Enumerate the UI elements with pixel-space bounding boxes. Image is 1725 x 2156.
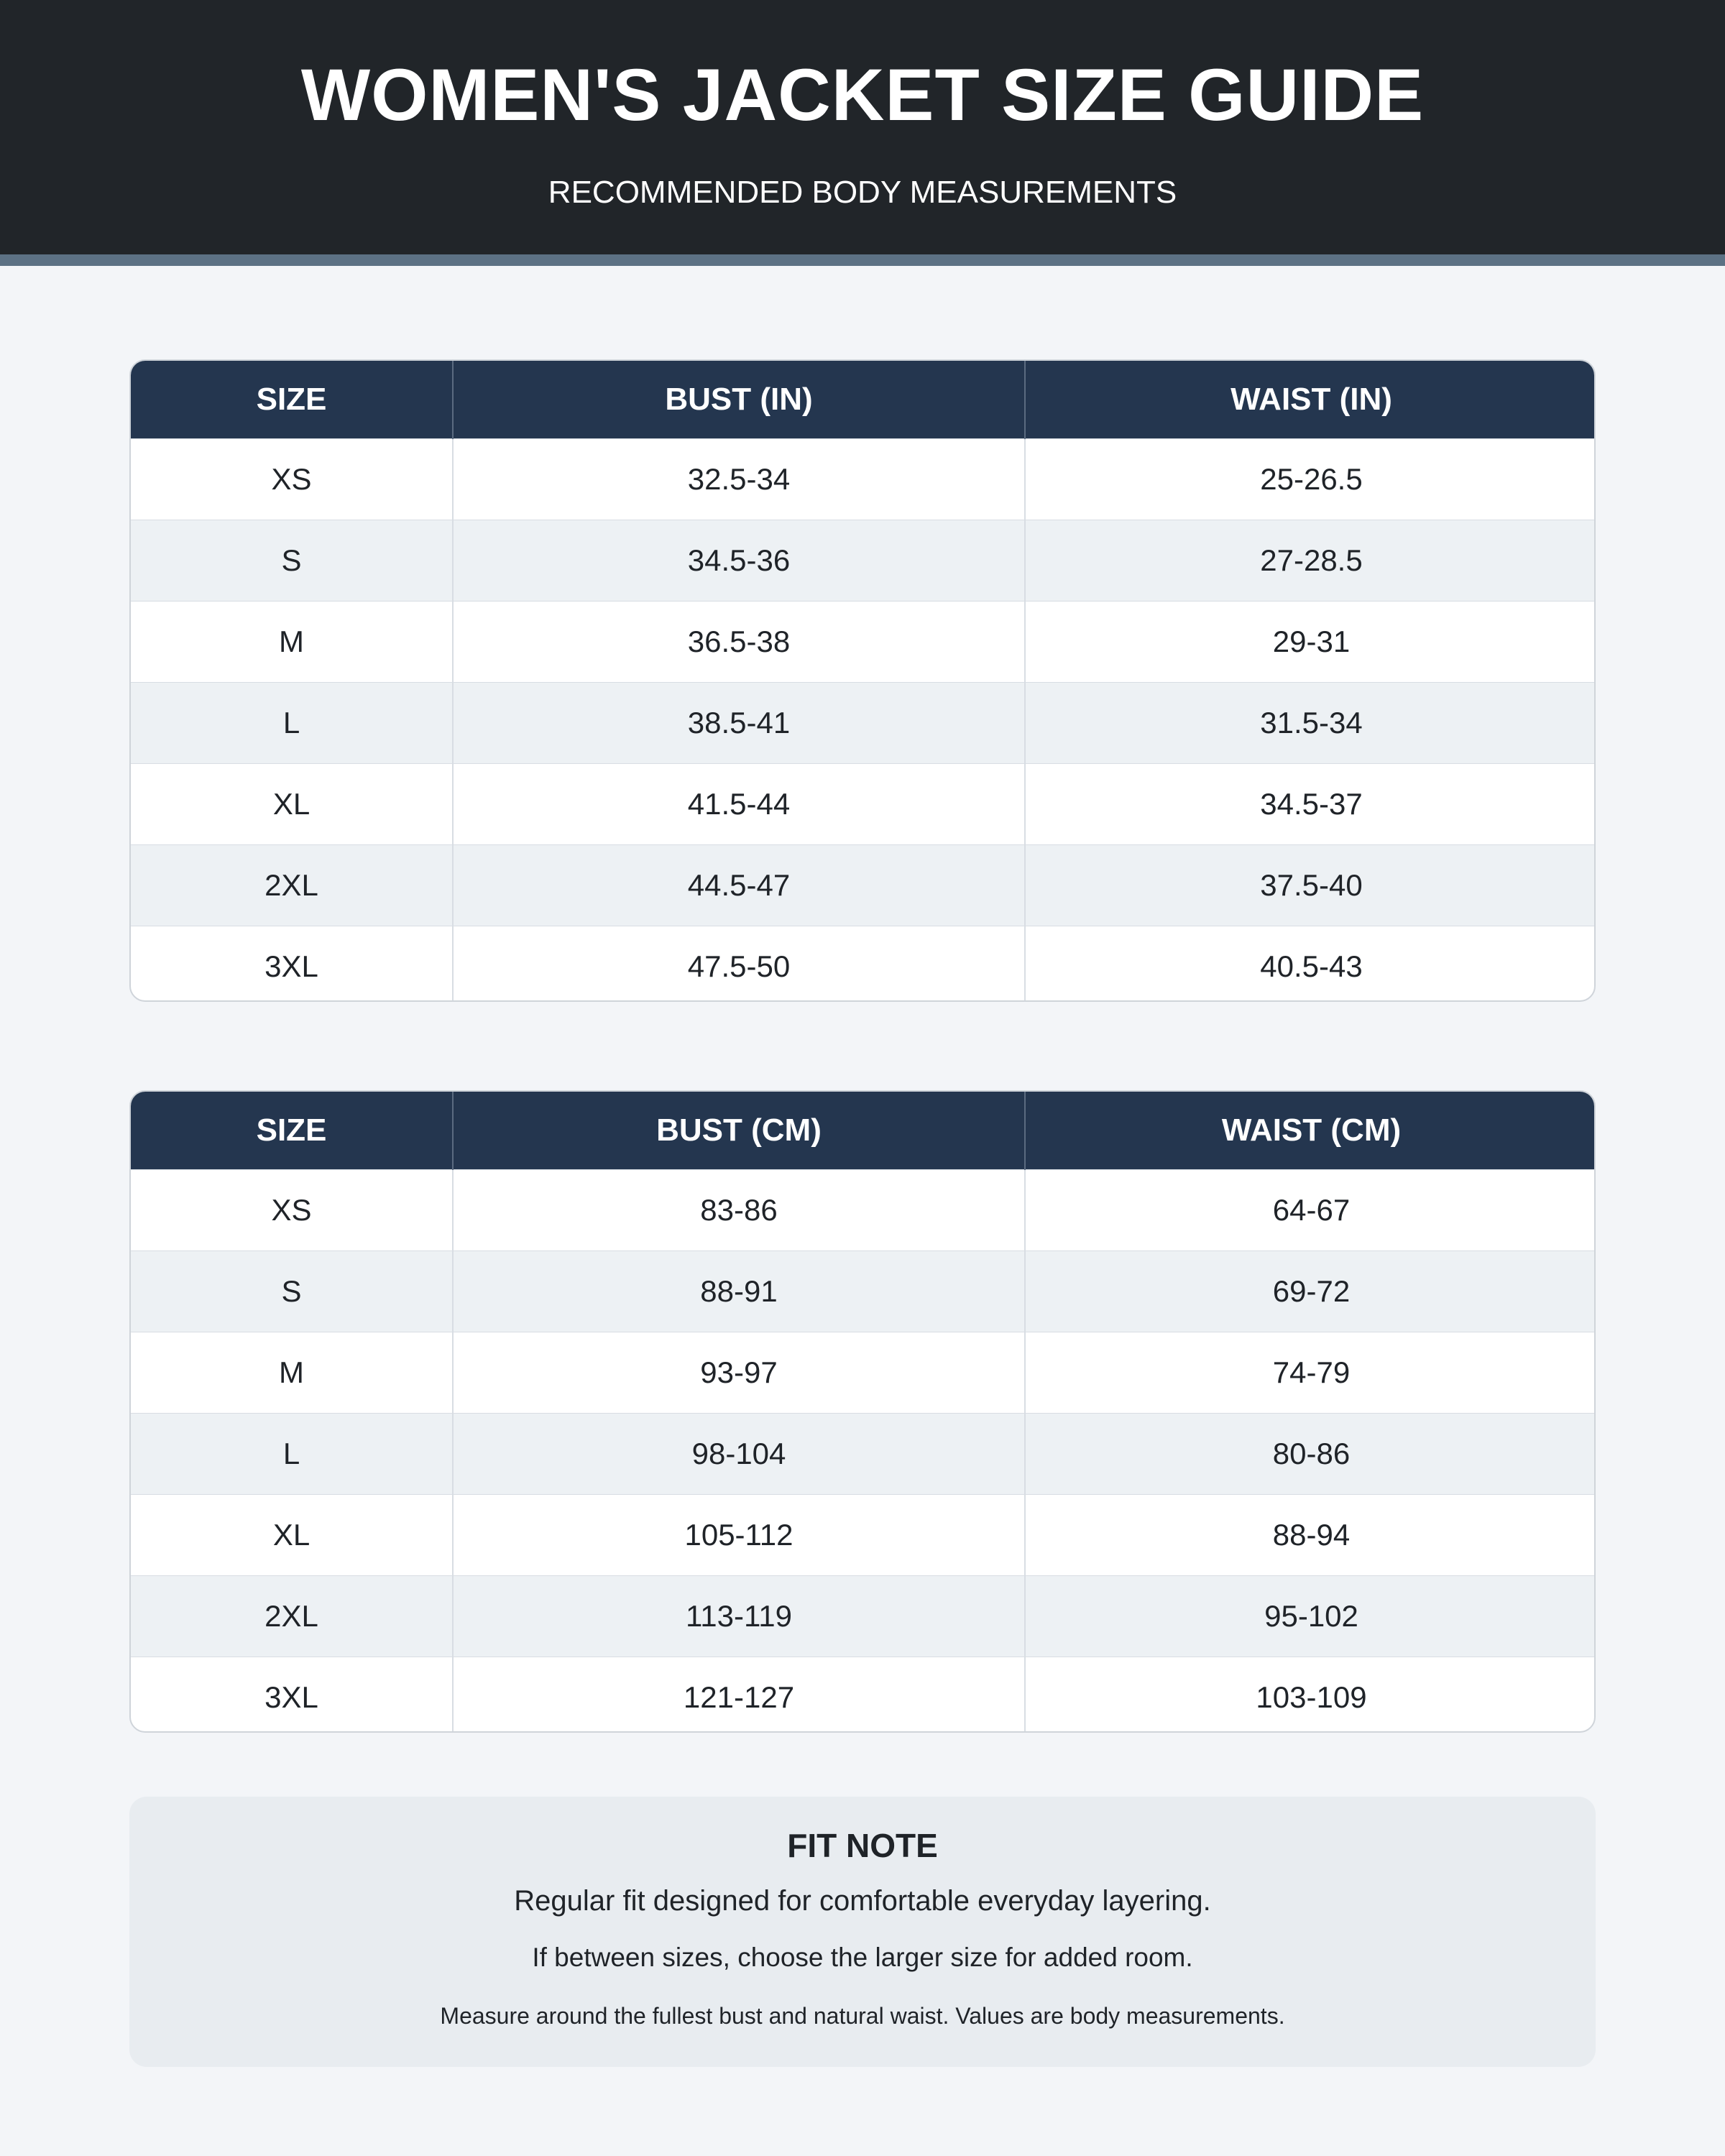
size-cell: L — [131, 683, 453, 764]
bust-cell: 113-119 — [453, 1576, 1025, 1657]
size-cell: XL — [131, 1495, 453, 1576]
table-row — [131, 520, 1596, 602]
table-row — [131, 1251, 1596, 1332]
bust-cell: 47.5-50 — [453, 926, 1025, 1003]
fit-note-panel — [129, 1797, 1596, 2067]
size-cell: 2XL — [131, 845, 453, 926]
waist-cell: 31.5-34 — [1025, 683, 1596, 764]
fit-note-line: Regular fit designed for comfortable everyday layering. — [514, 1885, 1211, 1917]
waist-cell: 29-31 — [1025, 602, 1596, 683]
waist-cell: 74-79 — [1025, 1332, 1596, 1414]
size-cell: M — [131, 602, 453, 683]
size-cell: L — [131, 1414, 453, 1495]
bust-cell: 32.5-34 — [453, 439, 1025, 520]
table-row — [131, 1414, 1596, 1495]
table-row — [131, 1495, 1596, 1576]
waist-cell: 95-102 — [1025, 1576, 1596, 1657]
waist-cell: 40.5-43 — [1025, 926, 1596, 1003]
table-row — [131, 1170, 1596, 1251]
fit-note-title: FIT NOTE — [787, 1827, 938, 1864]
column-header-size: SIZE — [131, 1092, 453, 1170]
waist-cell: 69-72 — [1025, 1251, 1596, 1332]
waist-cell: 64-67 — [1025, 1170, 1596, 1251]
table-row — [131, 602, 1596, 683]
column-header-waist: WAIST (CM) — [1025, 1092, 1596, 1170]
table-row — [131, 926, 1596, 1003]
waist-cell: 80-86 — [1025, 1414, 1596, 1495]
table-row — [131, 1332, 1596, 1414]
page-title: WOMEN'S JACKET SIZE GUIDE — [300, 54, 1425, 136]
bust-cell: 36.5-38 — [453, 602, 1025, 683]
table-header-row — [131, 361, 1596, 439]
column-header-waist: WAIST (IN) — [1025, 361, 1596, 439]
table-row — [131, 683, 1596, 764]
column-header-bust: BUST (IN) — [453, 361, 1025, 439]
bust-cell: 105-112 — [453, 1495, 1025, 1576]
waist-cell: 37.5-40 — [1025, 845, 1596, 926]
table-header-row — [131, 1092, 1596, 1170]
bust-cell: 41.5-44 — [453, 764, 1025, 845]
bust-cell: 44.5-47 — [453, 845, 1025, 926]
size-cell: 3XL — [131, 926, 453, 1003]
size-cell: 3XL — [131, 1657, 453, 1733]
waist-cell: 34.5-37 — [1025, 764, 1596, 845]
waist-cell: 27-28.5 — [1025, 520, 1596, 602]
bust-cell: 88-91 — [453, 1251, 1025, 1332]
size-cell: XS — [131, 439, 453, 520]
waist-cell: 25-26.5 — [1025, 439, 1596, 520]
fit-note-footnote: Measure around the fullest bust and natural waist. Values are body measurements. — [440, 2003, 1285, 2029]
bust-cell: 34.5-36 — [453, 520, 1025, 602]
header-banner — [0, 0, 1725, 254]
page-subtitle: RECOMMENDED BODY MEASUREMENTS — [548, 175, 1177, 210]
size-cell: S — [131, 1251, 453, 1332]
table-row — [131, 439, 1596, 520]
column-header-size: SIZE — [131, 361, 453, 439]
waist-cell: 88-94 — [1025, 1495, 1596, 1576]
inches-size-table — [129, 359, 1596, 1002]
size-cell: XS — [131, 1170, 453, 1251]
size-cell: XL — [131, 764, 453, 845]
table-row — [131, 1576, 1596, 1657]
size-cell: M — [131, 1332, 453, 1414]
fit-note-line: If between sizes, choose the larger size for added room. — [532, 1943, 1193, 1972]
bust-cell: 98-104 — [453, 1414, 1025, 1495]
waist-cell: 103-109 — [1025, 1657, 1596, 1733]
centimeters-size-table — [129, 1090, 1596, 1733]
bust-cell: 83-86 — [453, 1170, 1025, 1251]
size-cell: S — [131, 520, 453, 602]
size-cell: 2XL — [131, 1576, 453, 1657]
bust-cell: 93-97 — [453, 1332, 1025, 1414]
table-row — [131, 845, 1596, 926]
bust-cell: 121-127 — [453, 1657, 1025, 1733]
header-accent-bar — [0, 254, 1725, 266]
column-header-bust: BUST (CM) — [453, 1092, 1025, 1170]
table-row — [131, 764, 1596, 845]
table-row — [131, 1657, 1596, 1733]
bust-cell: 38.5-41 — [453, 683, 1025, 764]
